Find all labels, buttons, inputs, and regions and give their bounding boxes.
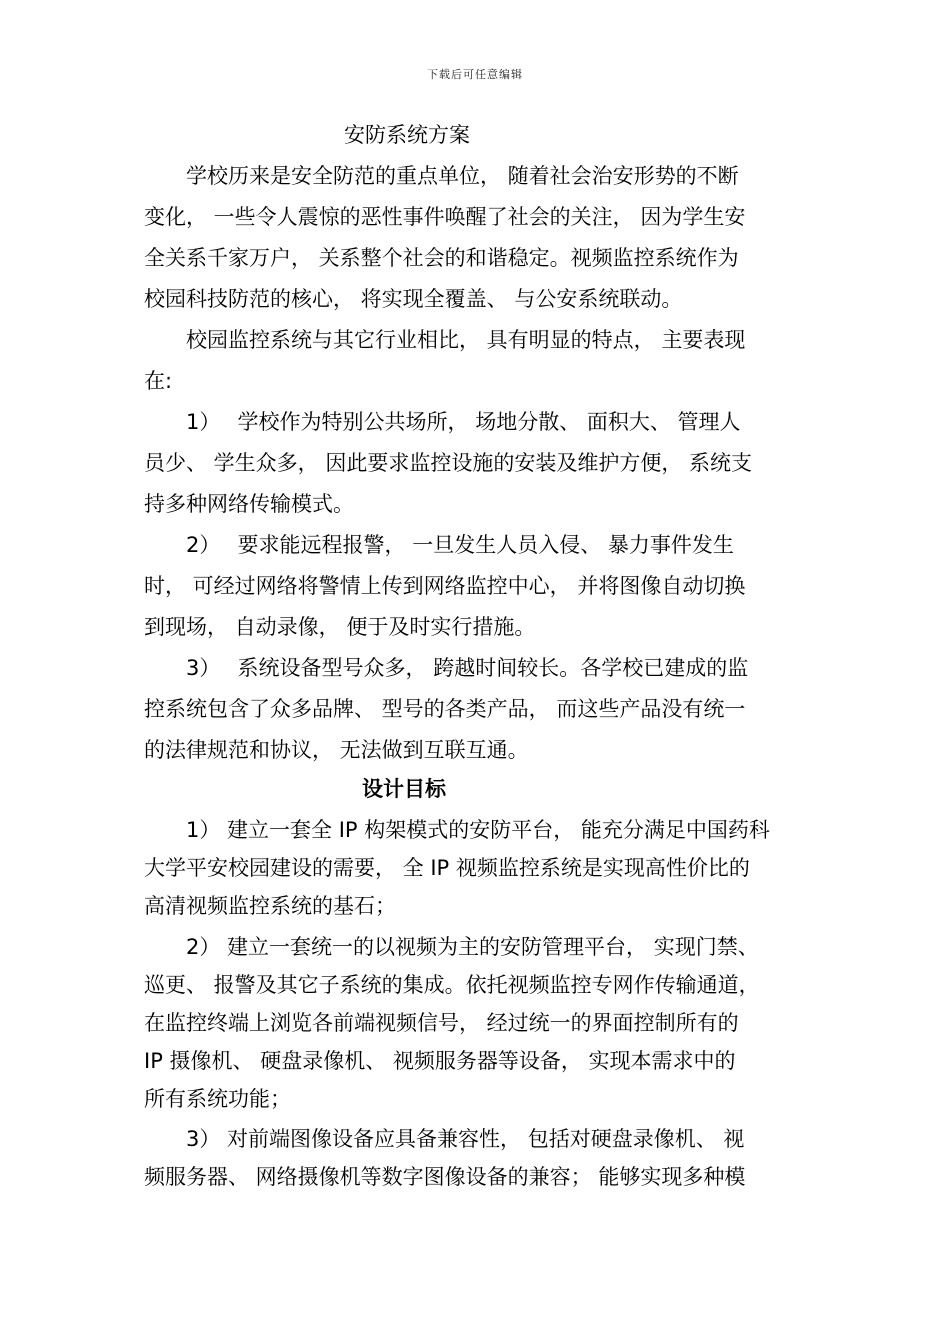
- paragraph-line: 大学平安校园建设的需要， 全 IP 视频监控系统是实现高性价比的: [144, 856, 750, 880]
- paragraph-line: 校园监控系统与其它行业相比， 具有明显的特点， 主要表现: [144, 328, 746, 352]
- paragraph-line: 3） 系统设备型号众多， 跨越时间较长。各学校已建成的监: [144, 656, 749, 680]
- paragraph-line: 所有系统功能；: [144, 1087, 291, 1111]
- paragraph-line: 控系统包含了众多品牌、 型号的各类产品， 而这些产品没有统一: [144, 697, 746, 721]
- paragraph-line: 在监控终端上浏览各前端视频信号， 经过统一的界面控制所有的: [144, 1011, 739, 1035]
- paragraph-line: 学校历来是安全防范的重点单位， 随着社会治安形势的不断: [144, 164, 739, 188]
- paragraph-line: 时， 可经过网络将警情上传到网络监控中心， 并将图像自动切换: [144, 574, 746, 598]
- paragraph-line: 到现场， 自动录像， 便于及时实行措施。: [144, 615, 536, 639]
- paragraph-line: 的法律规范和协议， 无法做到互联互通。: [144, 738, 529, 762]
- section-heading: 设计目标: [362, 777, 446, 801]
- document-title: 安防系统方案: [344, 123, 470, 147]
- paragraph-line: 变化， 一些令人震惊的恶性事件唤醒了社会的关注， 因为学生安: [144, 205, 746, 229]
- paragraph-line: 2） 要求能远程报警， 一旦发生人员入侵、 暴力事件发生: [144, 533, 734, 557]
- paragraph-line: IP 摄像机、 硬盘录像机、 视频服务器等设备， 实现本需求中的: [144, 1049, 736, 1073]
- paragraph-line: 校园科技防范的核心， 将实现全覆盖、 与公安系统联动。: [144, 287, 683, 311]
- paragraph-line: 巡更、 报警及其它子系统的集成。依托视频监控专网作传输通道，: [144, 973, 760, 997]
- paragraph-line: 员少、 学生众多， 因此要求监控设施的安装及维护方便， 系统支: [144, 451, 753, 475]
- header-note: 下载后可任意编辑: [427, 68, 523, 81]
- paragraph-line: 持多种网络传输模式。: [144, 492, 354, 516]
- paragraph-line: 全关系千家万户， 关系整个社会的和谐稳定。视频监控系统作为: [144, 246, 739, 270]
- paragraph-line: 频服务器、 网络摄像机等数字图像设备的兼容； 能够实现多种模: [144, 1165, 746, 1189]
- paragraph-line: 2） 建立一套统一的以视频为主的安防管理平台， 实现门禁、: [144, 935, 759, 959]
- paragraph-line: 3） 对前端图像设备应具备兼容性， 包括对硬盘录像机、 视: [144, 1127, 745, 1151]
- paragraph-line: 高清视频监控系统的基石；: [144, 894, 396, 918]
- paragraph-line: 1） 建立一套全 IP 构架模式的安防平台， 能充分满足中国药科: [144, 818, 770, 842]
- paragraph-line: 在:: [144, 369, 173, 393]
- paragraph-line: 1） 学校作为特别公共场所， 场地分散、 面积大、 管理人: [144, 410, 741, 434]
